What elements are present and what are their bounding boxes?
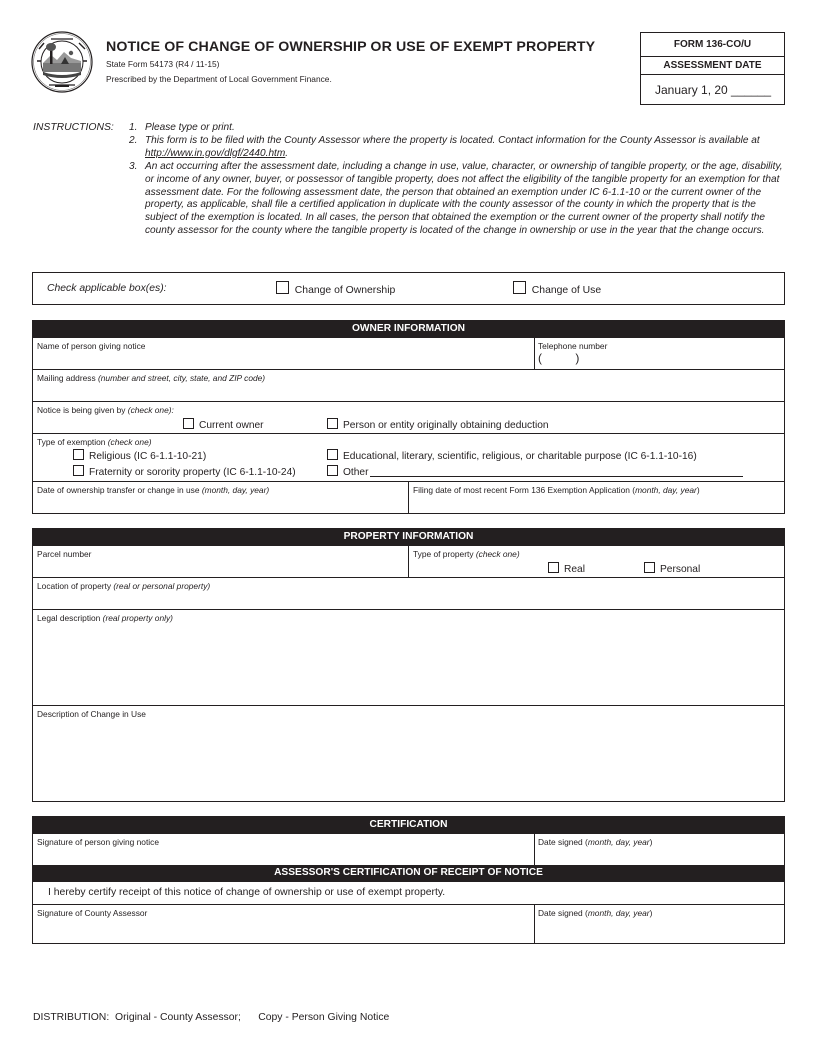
legal-description-row[interactable] [33, 609, 784, 705]
assessor-statement: I hereby certify receipt of this notice of change of ownership or use of exempt property. [48, 887, 446, 898]
exemption-type-row [33, 433, 784, 481]
change-of-ownership-checkbox[interactable] [276, 281, 289, 294]
assessment-date-label: ASSESSMENT DATE [641, 57, 784, 75]
filing-date-hint-close: ) [696, 485, 700, 495]
instruction-text: Please type or print. [145, 122, 235, 133]
exemption-type-label [37, 437, 152, 447]
other-label: Other [343, 467, 369, 478]
instruction-item [129, 161, 784, 238]
change-of-use-option[interactable] [513, 281, 601, 296]
dates-row [33, 481, 784, 513]
assessor-date-signed-label-text: Date signed [538, 908, 583, 918]
assessment-date-field[interactable]: January 1, 20 ______ [655, 83, 772, 97]
signature-row [33, 833, 784, 865]
date-signed-label [538, 837, 652, 847]
mailing-address-hint: (number and street, city, state, and ZIP code) [97, 373, 266, 383]
legal-description-label [37, 613, 173, 623]
divider [534, 338, 535, 369]
assessor-date-hint: month, day, year [587, 908, 650, 918]
change-of-use-checkbox[interactable] [513, 281, 526, 294]
instruction-text-part: . [285, 147, 289, 159]
original-person-option[interactable] [327, 418, 549, 431]
parcel-row [33, 545, 784, 577]
form-number: FORM 136-CO/U [641, 33, 784, 57]
assessor-certification-header: ASSESSOR'S CERTIFICATION OF RECEIPT OF NOTICE [33, 865, 784, 881]
mailing-address-label [37, 373, 265, 383]
divider [534, 834, 535, 865]
date-signed-hint-open: ( [585, 837, 588, 847]
date-signed-hint-close: ) [649, 837, 653, 847]
assessor-date-hint-close: ) [649, 908, 653, 918]
current-owner-option[interactable] [183, 418, 264, 431]
religious-checkbox[interactable] [73, 449, 84, 460]
form-title: NOTICE OF CHANGE OF OWNERSHIP OR USE OF EXEMPT PROPERTY [106, 39, 596, 55]
religious-label: Religious (IC 6-1.1-10-21) [89, 451, 207, 462]
original-person-checkbox[interactable] [327, 418, 338, 429]
county-assessor-contact-link[interactable]: http://www.in.gov/dlgf/2440.htm [145, 147, 286, 159]
property-information-header: PROPERTY INFORMATION [33, 529, 784, 545]
signature-label: Signature of person giving notice [37, 837, 159, 847]
educational-label: Educational, literary, scientific, religious, or charitable purpose (IC 6-1.1-10-16) [343, 451, 697, 462]
notice-given-by-row [33, 401, 784, 433]
mailing-address-label-text: Mailing address [37, 373, 96, 383]
instructions-list [129, 122, 784, 238]
change-description-row[interactable] [33, 705, 784, 801]
instruction-number: 1. [129, 122, 138, 133]
educational-checkbox[interactable] [327, 449, 338, 460]
personal-option[interactable] [644, 562, 700, 575]
notice-given-by-label [37, 405, 174, 415]
assessor-date-hint-open: ( [585, 908, 588, 918]
telephone-label: Telephone number [538, 341, 608, 351]
divider [408, 482, 409, 513]
certification-header: CERTIFICATION [33, 817, 784, 833]
date-signed-label-text: Date signed [538, 837, 583, 847]
parcel-number-label: Parcel number [37, 549, 92, 559]
instruction-number: 2. [129, 134, 138, 146]
location-row[interactable] [33, 577, 784, 609]
other-option[interactable] [327, 465, 368, 478]
telephone-field[interactable]: ( ) [538, 351, 580, 365]
educational-option[interactable] [327, 449, 697, 462]
property-type-hint: (check one) [475, 549, 520, 559]
assessor-statement-row [33, 881, 784, 904]
assessor-date-signed-label [538, 908, 652, 918]
current-owner-label: Current owner [199, 420, 264, 431]
assessor-signature-label: Signature of County Assessor [37, 908, 148, 918]
owner-name-row [33, 337, 784, 369]
religious-option[interactable] [73, 449, 206, 462]
legal-description-label-text: Legal description [37, 613, 101, 623]
fraternity-checkbox[interactable] [73, 465, 84, 476]
person-name-label: Name of person giving notice [37, 341, 146, 351]
transfer-date-hint: (month, day, year) [201, 485, 270, 495]
instruction-number: 3. [129, 160, 138, 172]
distribution-copy: Copy - Person Giving Notice [258, 1012, 390, 1023]
distribution-original: Original - County Assessor; [114, 1012, 241, 1023]
property-location-label-text: Location of property [37, 581, 112, 591]
current-owner-checkbox[interactable] [183, 418, 194, 429]
exemption-type-label-text: Type of exemption [37, 437, 106, 447]
property-location-label [37, 581, 210, 591]
form-id-box [640, 32, 785, 105]
prescribed-by: Prescribed by the Department of Local Government Finance. [106, 74, 332, 84]
instruction-item [129, 122, 784, 135]
instruction-item [129, 135, 784, 161]
instructions-label: INSTRUCTIONS: [33, 122, 114, 133]
mailing-address-row[interactable] [33, 369, 784, 401]
filing-date-hint-open: ( [632, 485, 636, 495]
property-information-section [32, 528, 785, 802]
fraternity-option[interactable] [73, 465, 296, 478]
date-signed-hint: month, day, year [587, 837, 650, 847]
fraternity-label: Fraternity or sorority property (IC 6-1.1-10-24) [89, 467, 296, 478]
exemption-type-hint: (check one) [107, 437, 152, 447]
legal-description-hint: (real property only) [102, 613, 173, 623]
owner-information-section [32, 320, 785, 514]
instruction-text-part: This form is to be filed with the County Assessor where the property is located. Contact information for the County Assessor is available at [145, 134, 760, 146]
instruction-text: An act occurring after the assessment date, including a change in use, value, character, or ownership of tangible property, or the age, disability, or income of any owner, buyer, or possessor of tangible property, does not affect the eligibility of the tangible property for an exemption for that assessment date. For the following assessment date, the person that obtained an exemption under IC 6-1.1-10 or the current owner of the property, as applicable, shall file a certified application in duplicate with the county assessor of the county in which the property that is the subject of the exemption is located. In all cases, the person that obtained the exemption or the current owner of the property shall notify the county assessor for the county where the tangible property is located of the change in ownership or use in the year that the change occurs. [145, 160, 783, 237]
property-type-label [413, 549, 520, 559]
personal-label: Personal [660, 564, 701, 575]
certification-section [32, 816, 785, 944]
real-label: Real [564, 564, 585, 575]
instruction-text [145, 135, 784, 161]
distribution-line [33, 1012, 389, 1023]
real-checkbox[interactable] [548, 562, 559, 573]
divider [534, 905, 535, 943]
assessor-signature-row [33, 904, 784, 943]
filing-date-label-text: Filing date of most recent Form 136 Exemption Application [413, 485, 630, 495]
change-of-ownership-label: Change of Ownership [294, 285, 396, 296]
personal-checkbox[interactable] [644, 562, 655, 573]
property-location-hint: (real or personal property) [113, 581, 211, 591]
state-form-number: State Form 54173 (R4 / 11-15) [106, 59, 220, 69]
change-of-use-label: Change of Use [531, 285, 602, 296]
property-type-label-text: Type of property [413, 549, 474, 559]
other-checkbox[interactable] [327, 465, 338, 476]
change-description-label: Description of Change in Use [37, 709, 146, 719]
check-applicable-label: Check applicable box(es): [47, 283, 167, 294]
change-of-ownership-option[interactable] [276, 281, 395, 296]
distribution-label: DISTRIBUTION: [33, 1012, 110, 1023]
filing-date-label [413, 485, 700, 495]
indiana-state-seal [31, 31, 93, 93]
divider [408, 546, 409, 577]
transfer-date-label [37, 485, 269, 495]
original-person-label: Person or entity originally obtaining deduction [343, 420, 549, 431]
notice-given-by-label-text: Notice is being given by [37, 405, 126, 415]
notice-given-by-hint: (check one): [127, 405, 174, 415]
owner-information-header: OWNER INFORMATION [33, 321, 784, 337]
other-fill-line[interactable] [370, 476, 743, 477]
change-type-bar [32, 272, 785, 305]
transfer-date-label-text: Date of ownership transfer or change in use [37, 485, 200, 495]
filing-date-hint: month, day, year [635, 485, 697, 495]
real-option[interactable] [548, 562, 585, 575]
